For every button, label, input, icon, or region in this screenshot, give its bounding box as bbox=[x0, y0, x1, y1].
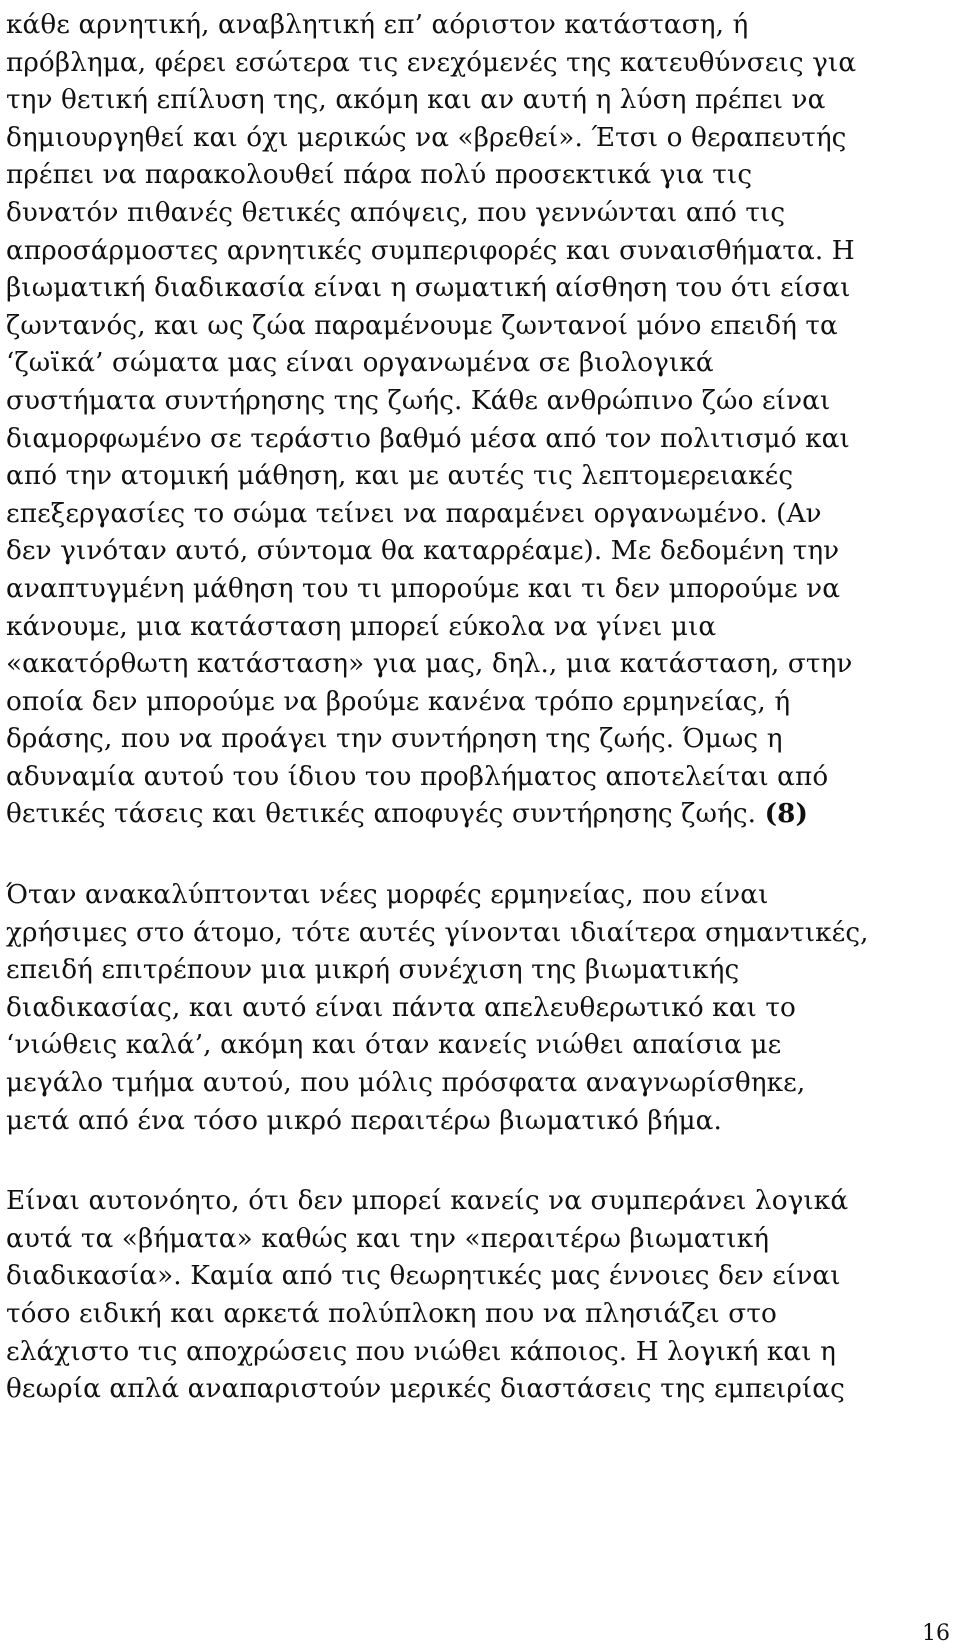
paragraph-2 bbox=[6, 876, 954, 1139]
paragraph-3 bbox=[6, 1182, 954, 1408]
text-line: κάθε αρνητική, αναβλητική επ’ αόριστον κατάσταση, ή bbox=[6, 9, 749, 40]
text-line: αδυναμία αυτού του ίδιου του προβλήματος αποτελείται από bbox=[6, 760, 829, 792]
text-line: πρέπει να παρακολουθεί πάρα πολύ προσεκτικά για τις bbox=[6, 159, 753, 191]
text-line-with-reference bbox=[6, 795, 946, 833]
text-line: διαμορφωμένο σε τεράστιο βαθμό μέσα από τον πολιτισμό και bbox=[6, 422, 850, 454]
text-line: δυνατόν πιθανές θετικές απόψεις, που γεννώνται από τις bbox=[6, 196, 786, 228]
text-line: ελάχιστο τις αποχρώσεις που νιώθει κάποιος. Η λογική και η bbox=[6, 1335, 836, 1367]
document-page bbox=[6, 0, 954, 1408]
text-line: μεγάλο τμήμα αυτού, που μόλις πρόσφατα αναγνωρίσθηκε, bbox=[6, 1067, 806, 1099]
text-line: οποία δεν μπορούμε να βρούμε κανένα τρόπο ερμηνείας, ή bbox=[6, 685, 791, 717]
text-line: ‘νιώθεις καλά’, ακόμη και όταν κανείς νιώθει απαίσια με bbox=[6, 1029, 782, 1061]
text-line: μετά από ένα τόσο μικρό περαιτέρω βιωματικό βήμα. bbox=[6, 1104, 722, 1136]
text-line: δράσης, που να προάγει την συντήρηση της ζωής. Όμως η bbox=[6, 723, 783, 755]
text-line: επεξεργασίες το σώμα τείνει να παραμένει οργανωμένο. (Αν bbox=[6, 497, 822, 529]
text-line: διαδικασία». Καμία από τις θεωρητικές μας έννοιες δεν είναι bbox=[6, 1260, 841, 1292]
paragraph-1 bbox=[6, 6, 954, 833]
text-line-content: θετικές τάσεις και θετικές αποφυγές συντήρησης ζωής. bbox=[6, 798, 757, 830]
text-line: τόσο ειδική και αρκετά πολύπλοκη που να πλησιάζει στο bbox=[6, 1298, 777, 1329]
text-line: δημιουργηθεί και όχι μερικώς να «βρεθεί». Έτσι ο θεραπευτής bbox=[6, 121, 847, 153]
text-line: Είναι αυτονόητο, ότι δεν μπορεί κανείς να συμπεράνει λογικά bbox=[6, 1185, 849, 1217]
page-number: 16 bbox=[922, 1621, 950, 1646]
text-line: απροσάρμοστες αρνητικές συμπεριφορές και συναισθήματα. Η bbox=[6, 234, 855, 266]
reference-marker: (8) bbox=[764, 798, 809, 830]
text-line: θεωρία απλά αναπαριστούν μερικές διαστάσεις της εμπειρίας bbox=[6, 1373, 845, 1405]
text-line: αναπτυγμένη μάθηση του τι μπορούμε και τι δεν μπορούμε να bbox=[6, 572, 841, 604]
text-line: επειδή επιτρέπουν μια μικρή συνέχιση της βιωματικής bbox=[6, 954, 740, 986]
text-line: ζωντανός, και ως ζώα παραμένουμε ζωντανοί μόνο επειδή τα bbox=[6, 309, 838, 341]
text-line: δεν γινόταν αυτό, σύντομα θα καταρρέαμε). Με δεδομένη την bbox=[6, 535, 840, 567]
text-line: ‘ζωϊκά’ σώματα μας είναι οργανωμένα σε βιολογικά bbox=[6, 347, 714, 379]
text-line: συστήματα συντήρησης της ζωής. Κάθε ανθρώπινο ζώο είναι bbox=[6, 384, 831, 416]
text-line: διαδικασίας, και αυτό είναι πάντα απελευθερωτικό και το bbox=[6, 991, 796, 1023]
text-line: από την ατομική μάθηση, και με αυτές τις λεπτομερειακές bbox=[6, 460, 794, 492]
text-line: πρόβλημα, φέρει εσώτερα τις ενεχόμενές της κατευθύνσεις για bbox=[6, 46, 857, 78]
text-line: βιωματική διαδικασία είναι η σωματική αίσθηση του ότι είσαι bbox=[6, 272, 851, 304]
text-line: την θετική επίλυση της, ακόμη και αν αυτή η λύση πρέπει να bbox=[6, 84, 826, 116]
text-line: «ακατόρθωτη κατάσταση» για μας, δηλ., μια κατάσταση, στην bbox=[6, 648, 853, 680]
text-line: Όταν ανακαλύπτονται νέες μορφές ερμηνείας, που είναι bbox=[6, 879, 769, 911]
text-line: χρήσιμες στο άτομο, τότε αυτές γίνονται ιδιαίτερα σημαντικές, bbox=[6, 916, 869, 948]
text-line: κάνουμε, μια κατάσταση μπορεί εύκολα να γίνει μια bbox=[6, 610, 717, 642]
text-line: αυτά τα «βήματα» καθώς και την «περαιτέρω βιωματική bbox=[6, 1222, 770, 1254]
